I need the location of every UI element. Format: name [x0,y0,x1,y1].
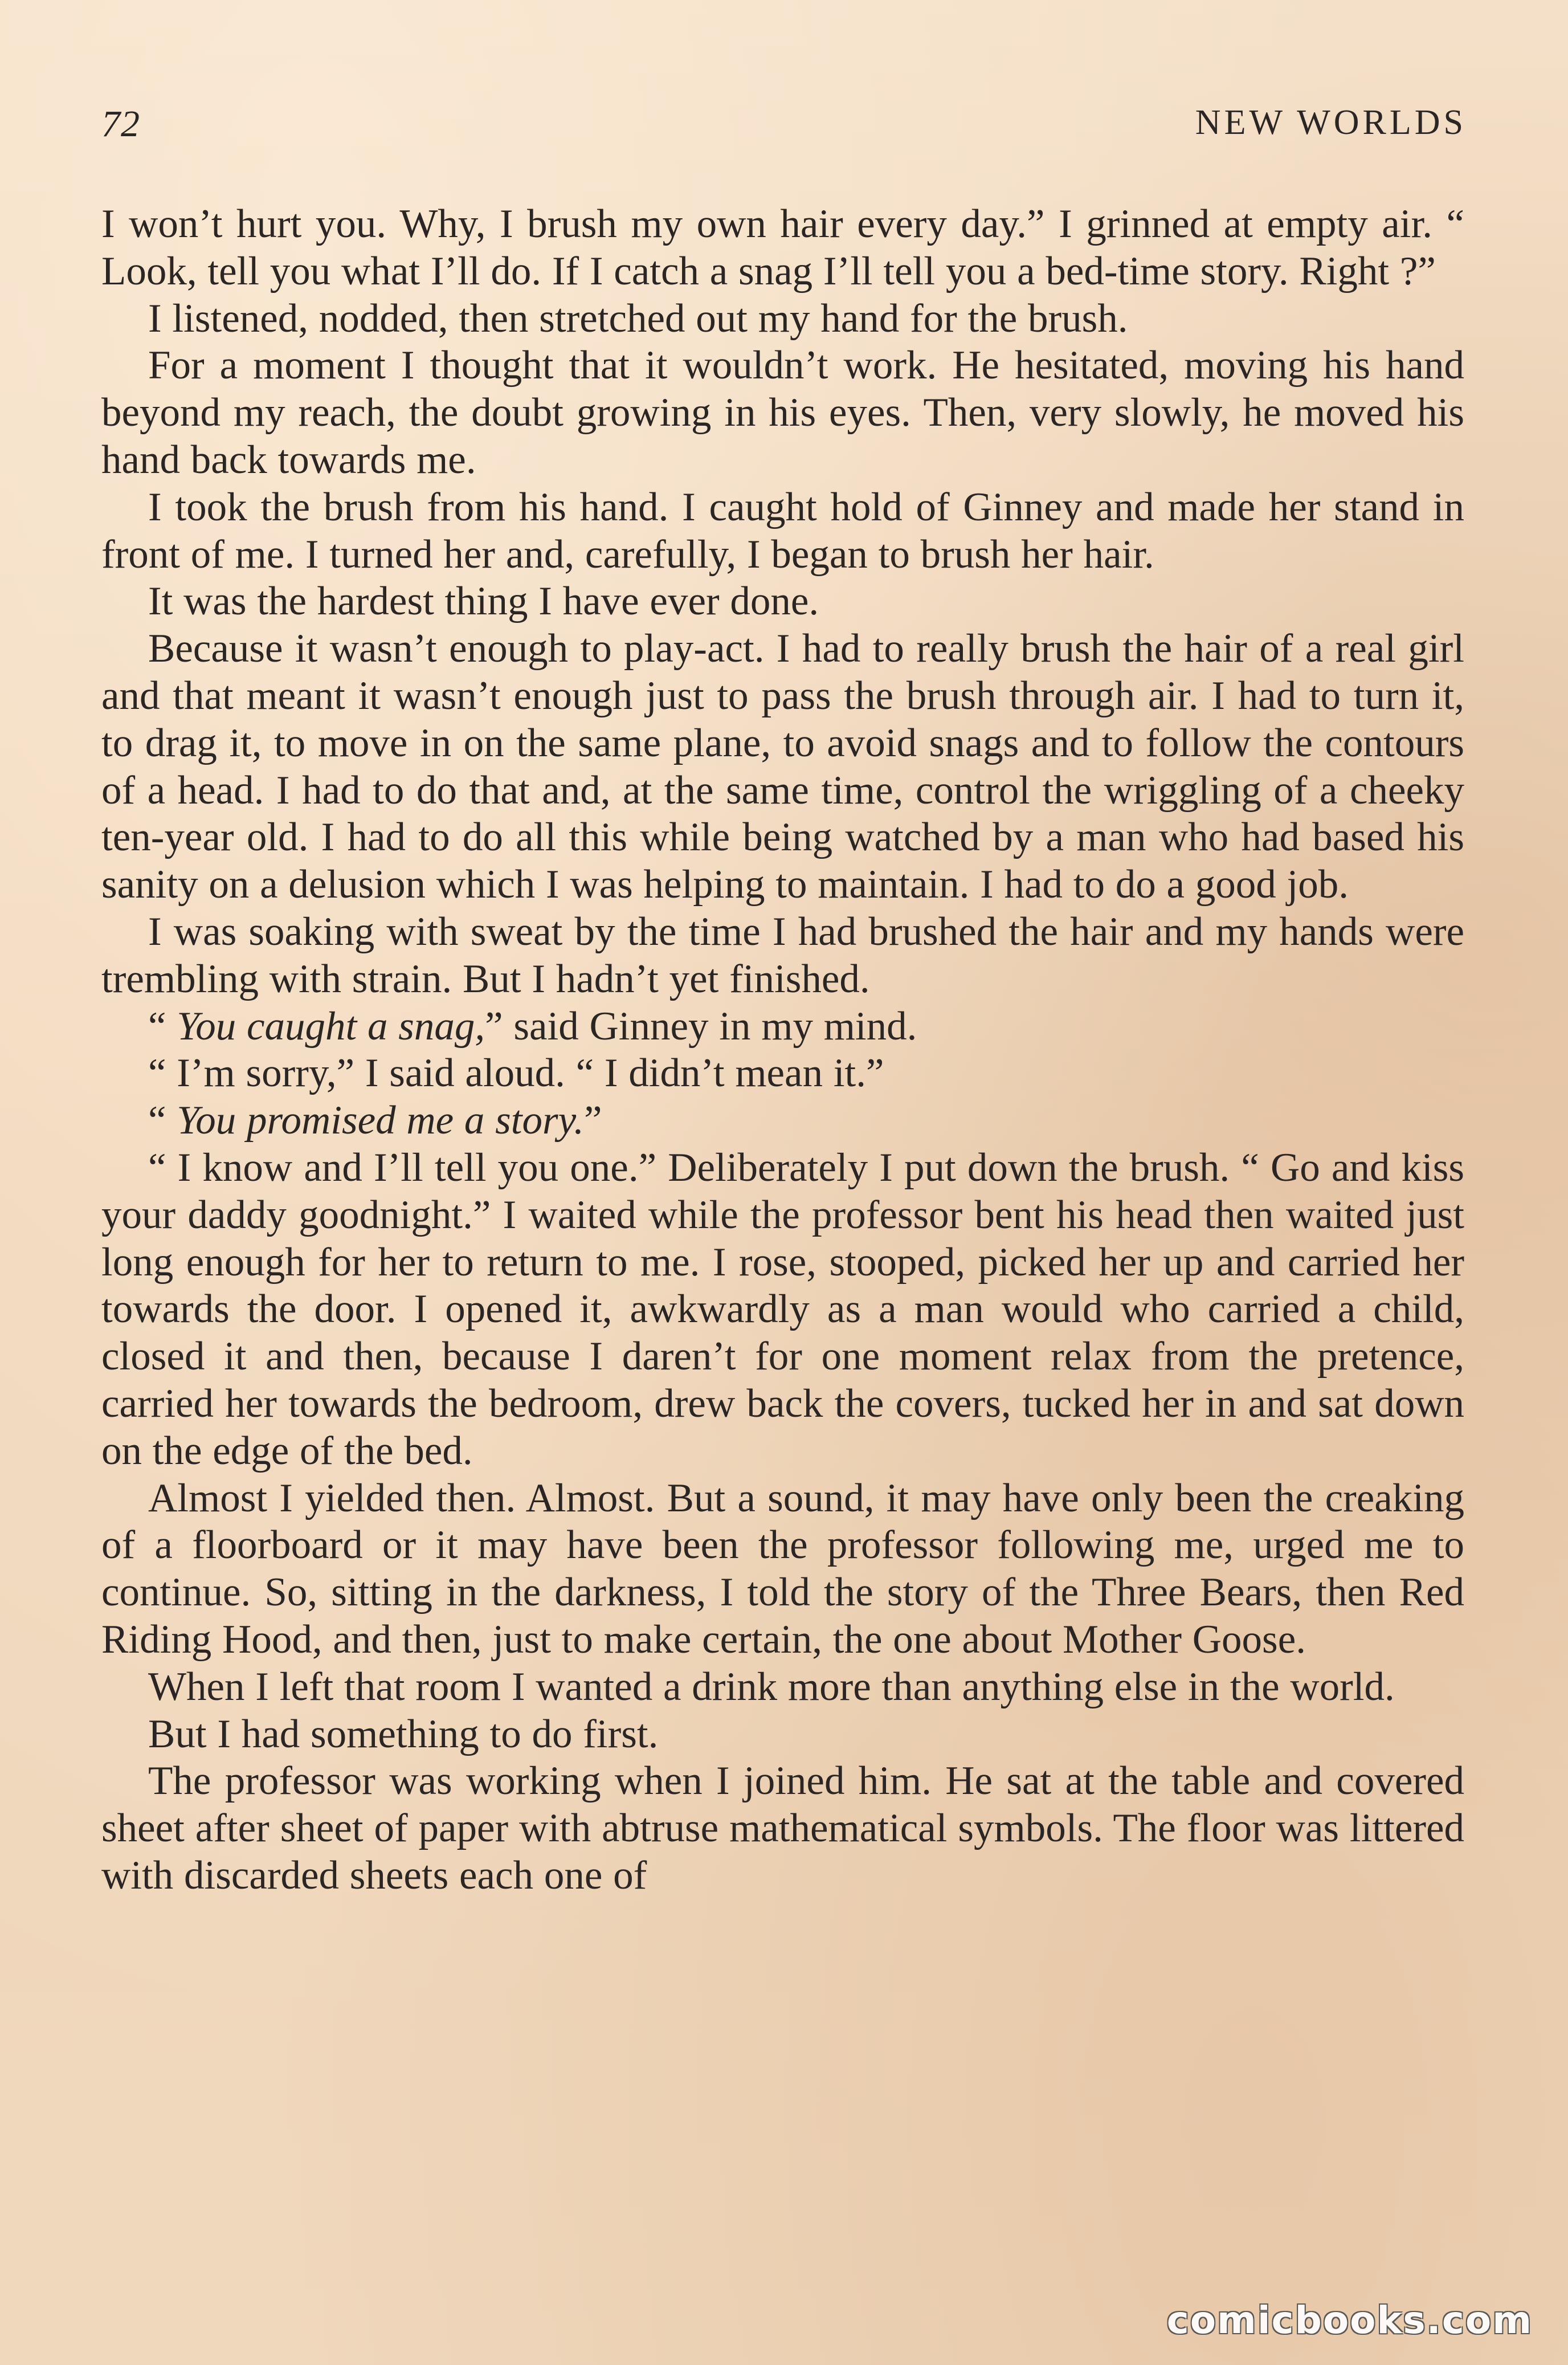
paragraph: Almost I yielded then. Almost. But a sound, it may have only been the creaking of a floorboard or it may have been the professor following me, urged me to continue. So, sitting in the darkness, I told the story of the Three Bears, then Red Riding Hood, and then, just to make certain, the one about Mother Goose. [101,1475,1464,1662]
paragraph-dialogue [101,1003,1464,1050]
paragraph: I took the brush from his hand. I caught hold of Ginney and made her stand in front of me. I turned her and, carefully, I began to brush her hair. [101,484,1464,577]
italic-thought: You caught a snag, [177,1004,485,1049]
quote-mark: “ [148,1098,177,1143]
dialogue-tail: ” said Ginney in my mind. [485,1004,917,1049]
italic-thought: You promised me a story. [177,1098,584,1143]
running-head [101,103,1467,154]
paragraph: “ I know and I’ll tell you one.” Deliberately I put down the brush. “ Go and kiss your daddy goodnight.” I waited while the professor bent his head then waited just long enough for her to return to me. I rose, stooped, picked her up and carried her towards the door. I opened it, awkwardly as a man would who carried a child, closed it and then, because I daren’t for one moment relax from the pretence, carried her towards the bedroom, drew back the covers, tucked her in and sat down on the edge of the bed. [101,1145,1464,1473]
paragraph: When I left that room I wanted a drink more than anything else in the world. [148,1664,1395,1709]
page-number: 72 [101,103,140,145]
paragraph: It was the hardest thing I have ever done. [148,579,819,624]
site-watermark: comicbooks.com [1166,2298,1533,2342]
paragraph-dialogue [101,1097,1464,1144]
paragraph: “ I’m sorry,” I said aloud. “ I didn’t mean it.” [148,1051,884,1096]
quote-mark: “ [148,1004,177,1049]
paragraph: I listened, nodded, then stretched out my hand for the brush. [148,296,1128,341]
paragraph: Because it wasn’t enough to play-act. I had to really brush the hair of a real girl and that meant it wasn’t enough just to pass the brush through air. I had to turn it, to drag it, to move in on the same plane, to avoid snags and to follow the contours of a head. I had to do that and, at the same time, control the wriggling of a cheeky ten-year old. I had to do all this while being watched by a man who had based his sanity on a delusion which I was helping to maintain. I had to do a good job. [101,626,1464,907]
paragraph: For a moment I thought that it wouldn’t work. He hesitated, moving his hand beyond my reach, the doubt growing in his eyes. Then, very slowly, he moved his hand back towards me. [101,343,1464,482]
dialogue-tail: ” [584,1098,602,1143]
paragraph: I won’t hurt you. Why, I brush my own hair every day.” I grinned at empty air. “ Look, tell you what I’ll do. If I catch a snag I’ll tell you a bed-time story. Right ?” [101,202,1464,293]
body-text [101,201,1464,1899]
book-title: NEW WORLDS [1195,103,1467,142]
paragraph: The professor was working when I joined him. He sat at the table and covered sheet after sheet of paper with abtruse mathematical symbols. The floor was littered with discarded sheets each one of [101,1759,1464,1898]
paragraph: But I had something to do first. [148,1711,659,1756]
paragraph: I was soaking with sweat by the time I had brushed the hair and my hands were trembling with strain. But I hadn’t yet finished. [101,909,1464,1001]
